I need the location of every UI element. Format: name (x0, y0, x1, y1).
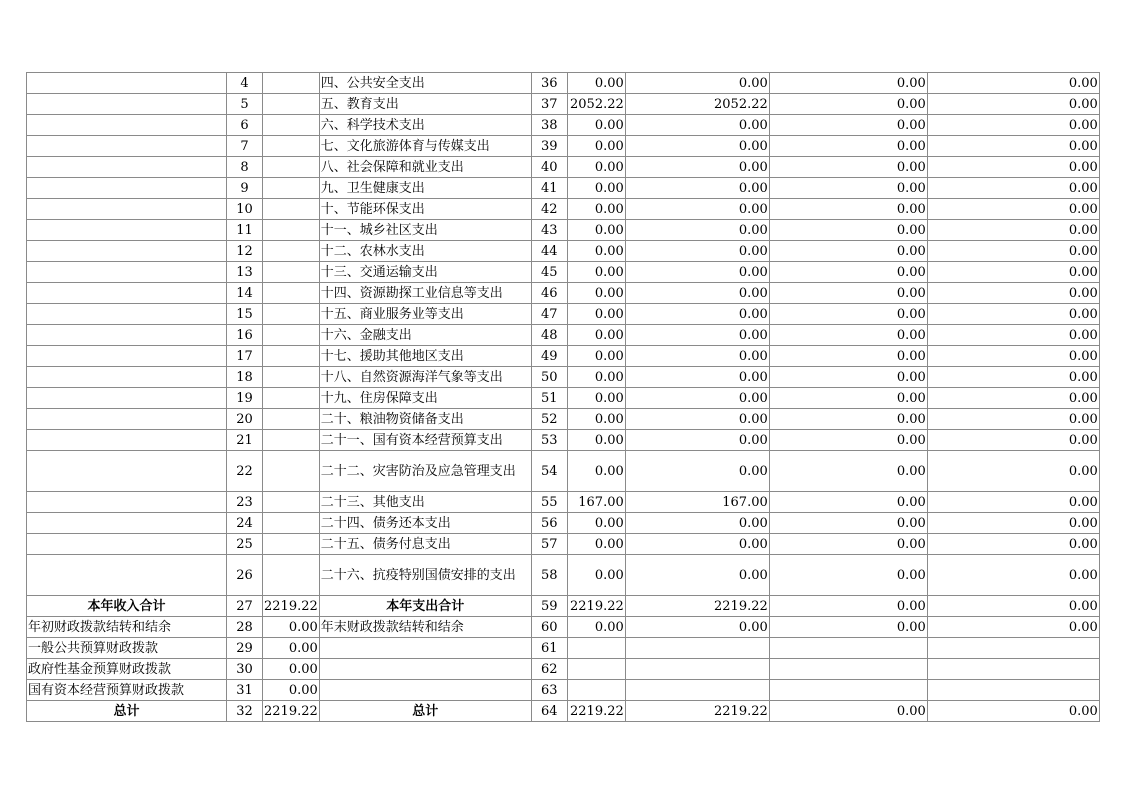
income-amount-cell (263, 262, 320, 283)
expense-total-cell: 0.00 (567, 513, 625, 534)
income-amount-cell (263, 220, 320, 241)
income-amount-cell: 0.00 (263, 638, 320, 659)
table-row (27, 555, 1100, 596)
expense-item-cell (319, 659, 531, 680)
income-line-no-cell: 31 (227, 680, 263, 701)
state-capital-budget-cell: 0.00 (927, 451, 1099, 492)
expense-item-cell (319, 680, 531, 701)
expense-line-no-cell: 37 (531, 94, 567, 115)
income-amount-cell: 0.00 (263, 680, 320, 701)
expense-total-cell (567, 638, 625, 659)
income-line-no-cell: 5 (227, 94, 263, 115)
table-row (27, 409, 1100, 430)
expense-item-cell: 七、文化旅游体育与传媒支出 (319, 136, 531, 157)
income-line-no-cell: 8 (227, 157, 263, 178)
income-amount-cell (263, 115, 320, 136)
income-item-cell: 本年收入合计 (27, 596, 227, 617)
income-line-no-cell: 24 (227, 513, 263, 534)
fund-budget-cell: 0.00 (769, 701, 927, 722)
income-line-no-cell: 30 (227, 659, 263, 680)
fund-budget-cell: 0.00 (769, 346, 927, 367)
state-capital-budget-cell: 0.00 (927, 73, 1099, 94)
table-row (27, 367, 1100, 388)
fund-budget-cell: 0.00 (769, 451, 927, 492)
table-row (27, 492, 1100, 513)
state-capital-budget-cell: 0.00 (927, 178, 1099, 199)
fund-budget-cell: 0.00 (769, 325, 927, 346)
income-item-cell (27, 388, 227, 409)
expense-item-cell (319, 638, 531, 659)
expense-line-no-cell: 39 (531, 136, 567, 157)
income-line-no-cell: 11 (227, 220, 263, 241)
income-item-cell (27, 555, 227, 596)
general-budget-cell: 0.00 (625, 617, 769, 638)
expense-item-cell: 二十二、灾害防治及应急管理支出 (319, 451, 531, 492)
expense-line-no-cell: 42 (531, 199, 567, 220)
expense-total-cell: 0.00 (567, 346, 625, 367)
state-capital-budget-cell: 0.00 (927, 492, 1099, 513)
state-capital-budget-cell: 0.00 (927, 199, 1099, 220)
income-amount-cell (263, 346, 320, 367)
table-row (27, 451, 1100, 492)
expense-item-cell: 十一、城乡社区支出 (319, 220, 531, 241)
table-row (27, 596, 1100, 617)
income-item-cell (27, 136, 227, 157)
general-budget-cell: 0.00 (625, 220, 769, 241)
fund-budget-cell: 0.00 (769, 388, 927, 409)
expense-item-cell: 五、教育支出 (319, 94, 531, 115)
state-capital-budget-cell: 0.00 (927, 596, 1099, 617)
income-amount-cell (263, 94, 320, 115)
expense-line-no-cell: 53 (531, 430, 567, 451)
expense-line-no-cell: 58 (531, 555, 567, 596)
table-row (27, 241, 1100, 262)
general-budget-cell: 0.00 (625, 241, 769, 262)
expense-total-cell: 0.00 (567, 430, 625, 451)
expense-total-cell (567, 680, 625, 701)
expense-line-no-cell: 49 (531, 346, 567, 367)
income-amount-cell (263, 136, 320, 157)
table-body (27, 73, 1100, 722)
state-capital-budget-cell: 0.00 (927, 701, 1099, 722)
expense-total-cell: 2219.22 (567, 701, 625, 722)
fund-budget-cell: 0.00 (769, 94, 927, 115)
state-capital-budget-cell: 0.00 (927, 241, 1099, 262)
state-capital-budget-cell (927, 638, 1099, 659)
state-capital-budget-cell (927, 680, 1099, 701)
table-row (27, 513, 1100, 534)
income-item-cell: 总计 (27, 701, 227, 722)
expense-total-cell: 0.00 (567, 73, 625, 94)
fund-budget-cell: 0.00 (769, 430, 927, 451)
state-capital-budget-cell: 0.00 (927, 555, 1099, 596)
income-line-no-cell: 23 (227, 492, 263, 513)
expense-line-no-cell: 57 (531, 534, 567, 555)
income-line-no-cell: 14 (227, 283, 263, 304)
expense-item-cell: 二十三、其他支出 (319, 492, 531, 513)
expense-total-cell: 0.00 (567, 220, 625, 241)
income-item-cell (27, 199, 227, 220)
state-capital-budget-cell: 0.00 (927, 220, 1099, 241)
table-row (27, 199, 1100, 220)
expense-item-cell: 十五、商业服务业等支出 (319, 304, 531, 325)
state-capital-budget-cell: 0.00 (927, 94, 1099, 115)
fund-budget-cell: 0.00 (769, 492, 927, 513)
expense-item-cell: 二十六、抗疫特别国债安排的支出 (319, 555, 531, 596)
expense-total-cell: 2052.22 (567, 94, 625, 115)
expense-total-cell: 0.00 (567, 157, 625, 178)
fund-budget-cell: 0.00 (769, 262, 927, 283)
budget-table (26, 72, 1100, 722)
table-row (27, 262, 1100, 283)
fund-budget-cell: 0.00 (769, 136, 927, 157)
state-capital-budget-cell: 0.00 (927, 115, 1099, 136)
income-item-cell (27, 325, 227, 346)
expense-line-no-cell: 38 (531, 115, 567, 136)
income-item-cell (27, 241, 227, 262)
income-amount-cell: 0.00 (263, 659, 320, 680)
fund-budget-cell: 0.00 (769, 220, 927, 241)
income-line-no-cell: 17 (227, 346, 263, 367)
income-item-cell (27, 157, 227, 178)
table-row (27, 680, 1100, 701)
income-item-cell (27, 94, 227, 115)
expense-total-cell: 0.00 (567, 325, 625, 346)
income-amount-cell (263, 555, 320, 596)
expense-total-cell: 0.00 (567, 534, 625, 555)
expense-item-cell: 六、科学技术支出 (319, 115, 531, 136)
general-budget-cell: 0.00 (625, 283, 769, 304)
state-capital-budget-cell: 0.00 (927, 513, 1099, 534)
income-amount-cell (263, 199, 320, 220)
expense-total-cell: 2219.22 (567, 596, 625, 617)
general-budget-cell: 2219.22 (625, 701, 769, 722)
table-row (27, 659, 1100, 680)
income-line-no-cell: 26 (227, 555, 263, 596)
expense-total-cell: 0.00 (567, 388, 625, 409)
table-row (27, 534, 1100, 555)
fund-budget-cell: 0.00 (769, 178, 927, 199)
expense-total-cell: 0.00 (567, 283, 625, 304)
expense-line-no-cell: 54 (531, 451, 567, 492)
general-budget-cell: 167.00 (625, 492, 769, 513)
fund-budget-cell: 0.00 (769, 617, 927, 638)
fund-budget-cell: 0.00 (769, 73, 927, 94)
general-budget-cell (625, 680, 769, 701)
general-budget-cell: 0.00 (625, 136, 769, 157)
expense-line-no-cell: 45 (531, 262, 567, 283)
income-item-cell (27, 451, 227, 492)
income-line-no-cell: 9 (227, 178, 263, 199)
expense-total-cell: 0.00 (567, 115, 625, 136)
income-line-no-cell: 20 (227, 409, 263, 430)
income-item-cell (27, 178, 227, 199)
income-amount-cell (263, 304, 320, 325)
income-item-cell (27, 220, 227, 241)
expense-item-cell: 十八、自然资源海洋气象等支出 (319, 367, 531, 388)
table-row (27, 701, 1100, 722)
general-budget-cell: 0.00 (625, 262, 769, 283)
fund-budget-cell: 0.00 (769, 367, 927, 388)
expense-total-cell: 0.00 (567, 304, 625, 325)
general-budget-cell (625, 638, 769, 659)
general-budget-cell: 0.00 (625, 388, 769, 409)
state-capital-budget-cell: 0.00 (927, 367, 1099, 388)
expense-item-cell: 八、社会保障和就业支出 (319, 157, 531, 178)
general-budget-cell: 0.00 (625, 199, 769, 220)
general-budget-cell: 0.00 (625, 157, 769, 178)
income-amount-cell (263, 73, 320, 94)
income-line-no-cell: 29 (227, 638, 263, 659)
income-amount-cell (263, 451, 320, 492)
state-capital-budget-cell: 0.00 (927, 430, 1099, 451)
table-row (27, 346, 1100, 367)
income-item-cell: 政府性基金预算财政拨款 (27, 659, 227, 680)
expense-line-no-cell: 55 (531, 492, 567, 513)
expense-total-cell: 0.00 (567, 451, 625, 492)
income-amount-cell (263, 492, 320, 513)
fund-budget-cell: 0.00 (769, 304, 927, 325)
expense-line-no-cell: 41 (531, 178, 567, 199)
expense-line-no-cell: 52 (531, 409, 567, 430)
expense-line-no-cell: 48 (531, 325, 567, 346)
income-line-no-cell: 19 (227, 388, 263, 409)
income-line-no-cell: 22 (227, 451, 263, 492)
state-capital-budget-cell: 0.00 (927, 283, 1099, 304)
fund-budget-cell (769, 638, 927, 659)
income-amount-cell (263, 409, 320, 430)
fund-budget-cell: 0.00 (769, 534, 927, 555)
table-row (27, 157, 1100, 178)
income-line-no-cell: 16 (227, 325, 263, 346)
expense-item-cell: 总计 (319, 701, 531, 722)
expense-item-cell: 十三、交通运输支出 (319, 262, 531, 283)
income-line-no-cell: 6 (227, 115, 263, 136)
state-capital-budget-cell: 0.00 (927, 534, 1099, 555)
expense-item-cell: 二十四、债务还本支出 (319, 513, 531, 534)
income-line-no-cell: 7 (227, 136, 263, 157)
general-budget-cell: 0.00 (625, 325, 769, 346)
fund-budget-cell: 0.00 (769, 157, 927, 178)
table-row (27, 325, 1100, 346)
general-budget-cell: 0.00 (625, 534, 769, 555)
income-item-cell (27, 492, 227, 513)
general-budget-cell: 0.00 (625, 304, 769, 325)
expense-total-cell: 167.00 (567, 492, 625, 513)
state-capital-budget-cell: 0.00 (927, 617, 1099, 638)
general-budget-cell: 2052.22 (625, 94, 769, 115)
income-amount-cell (263, 157, 320, 178)
income-amount-cell: 2219.22 (263, 596, 320, 617)
general-budget-cell: 0.00 (625, 451, 769, 492)
state-capital-budget-cell: 0.00 (927, 346, 1099, 367)
state-capital-budget-cell: 0.00 (927, 304, 1099, 325)
income-item-cell (27, 304, 227, 325)
table-row (27, 136, 1100, 157)
income-amount-cell (263, 325, 320, 346)
general-budget-cell: 0.00 (625, 555, 769, 596)
income-line-no-cell: 18 (227, 367, 263, 388)
table-row (27, 430, 1100, 451)
income-item-cell (27, 367, 227, 388)
income-amount-cell (263, 534, 320, 555)
income-line-no-cell: 13 (227, 262, 263, 283)
fund-budget-cell: 0.00 (769, 513, 927, 534)
expense-line-no-cell: 44 (531, 241, 567, 262)
table-row (27, 638, 1100, 659)
general-budget-cell: 2219.22 (625, 596, 769, 617)
income-line-no-cell: 21 (227, 430, 263, 451)
expense-line-no-cell: 60 (531, 617, 567, 638)
income-amount-cell (263, 367, 320, 388)
state-capital-budget-cell: 0.00 (927, 325, 1099, 346)
expense-item-cell: 二十、粮油物资储备支出 (319, 409, 531, 430)
income-item-cell (27, 115, 227, 136)
income-line-no-cell: 10 (227, 199, 263, 220)
general-budget-cell: 0.00 (625, 513, 769, 534)
table-row (27, 304, 1100, 325)
table-row (27, 388, 1100, 409)
income-line-no-cell: 15 (227, 304, 263, 325)
expense-line-no-cell: 56 (531, 513, 567, 534)
expense-item-cell: 二十五、债务付息支出 (319, 534, 531, 555)
income-amount-cell: 2219.22 (263, 701, 320, 722)
fund-budget-cell: 0.00 (769, 199, 927, 220)
state-capital-budget-cell (927, 659, 1099, 680)
expense-total-cell: 0.00 (567, 617, 625, 638)
state-capital-budget-cell: 0.00 (927, 157, 1099, 178)
fund-budget-cell: 0.00 (769, 409, 927, 430)
expense-total-cell (567, 659, 625, 680)
expense-line-no-cell: 47 (531, 304, 567, 325)
expense-item-cell: 十七、援助其他地区支出 (319, 346, 531, 367)
expense-line-no-cell: 40 (531, 157, 567, 178)
income-item-cell (27, 73, 227, 94)
expense-total-cell: 0.00 (567, 555, 625, 596)
income-item-cell (27, 534, 227, 555)
expense-line-no-cell: 50 (531, 367, 567, 388)
income-line-no-cell: 12 (227, 241, 263, 262)
expense-total-cell: 0.00 (567, 136, 625, 157)
fund-budget-cell (769, 680, 927, 701)
expense-item-cell: 本年支出合计 (319, 596, 531, 617)
income-amount-cell (263, 283, 320, 304)
expense-total-cell: 0.00 (567, 367, 625, 388)
income-item-cell (27, 409, 227, 430)
income-item-cell: 一般公共预算财政拨款 (27, 638, 227, 659)
income-amount-cell (263, 430, 320, 451)
expense-total-cell: 0.00 (567, 262, 625, 283)
table-row (27, 283, 1100, 304)
expense-item-cell: 四、公共安全支出 (319, 73, 531, 94)
income-line-no-cell: 27 (227, 596, 263, 617)
state-capital-budget-cell: 0.00 (927, 136, 1099, 157)
income-item-cell (27, 430, 227, 451)
expense-item-cell: 十、节能环保支出 (319, 199, 531, 220)
expense-line-no-cell: 46 (531, 283, 567, 304)
expense-item-cell: 二十一、国有资本经营预算支出 (319, 430, 531, 451)
state-capital-budget-cell: 0.00 (927, 409, 1099, 430)
income-amount-cell: 0.00 (263, 617, 320, 638)
table-row (27, 178, 1100, 199)
fund-budget-cell: 0.00 (769, 596, 927, 617)
table-row (27, 115, 1100, 136)
expense-item-cell: 十六、金融支出 (319, 325, 531, 346)
fund-budget-cell: 0.00 (769, 555, 927, 596)
income-line-no-cell: 25 (227, 534, 263, 555)
table-row (27, 220, 1100, 241)
income-item-cell (27, 262, 227, 283)
income-amount-cell (263, 513, 320, 534)
expense-line-no-cell: 63 (531, 680, 567, 701)
income-amount-cell (263, 241, 320, 262)
general-budget-cell: 0.00 (625, 367, 769, 388)
state-capital-budget-cell: 0.00 (927, 262, 1099, 283)
general-budget-cell: 0.00 (625, 178, 769, 199)
general-budget-cell: 0.00 (625, 430, 769, 451)
expense-line-no-cell: 51 (531, 388, 567, 409)
income-item-cell (27, 283, 227, 304)
expense-total-cell: 0.00 (567, 241, 625, 262)
general-budget-cell (625, 659, 769, 680)
expense-total-cell: 0.00 (567, 409, 625, 430)
fund-budget-cell (769, 659, 927, 680)
general-budget-cell: 0.00 (625, 346, 769, 367)
expense-line-no-cell: 43 (531, 220, 567, 241)
expense-line-no-cell: 64 (531, 701, 567, 722)
table-row (27, 94, 1100, 115)
expense-item-cell: 九、卫生健康支出 (319, 178, 531, 199)
income-item-cell (27, 513, 227, 534)
income-amount-cell (263, 178, 320, 199)
expense-item-cell: 十二、农林水支出 (319, 241, 531, 262)
expense-line-no-cell: 61 (531, 638, 567, 659)
expense-total-cell: 0.00 (567, 178, 625, 199)
state-capital-budget-cell: 0.00 (927, 388, 1099, 409)
income-item-cell: 年初财政拨款结转和结余 (27, 617, 227, 638)
expense-line-no-cell: 59 (531, 596, 567, 617)
income-amount-cell (263, 388, 320, 409)
income-item-cell (27, 346, 227, 367)
fund-budget-cell: 0.00 (769, 283, 927, 304)
income-line-no-cell: 28 (227, 617, 263, 638)
income-line-no-cell: 4 (227, 73, 263, 94)
table-row (27, 73, 1100, 94)
table-row (27, 617, 1100, 638)
income-line-no-cell: 32 (227, 701, 263, 722)
expense-line-no-cell: 62 (531, 659, 567, 680)
general-budget-cell: 0.00 (625, 73, 769, 94)
expense-item-cell: 十九、住房保障支出 (319, 388, 531, 409)
expense-item-cell: 年末财政拨款结转和结余 (319, 617, 531, 638)
expense-item-cell: 十四、资源勘探工业信息等支出 (319, 283, 531, 304)
general-budget-cell: 0.00 (625, 115, 769, 136)
fund-budget-cell: 0.00 (769, 241, 927, 262)
expense-total-cell: 0.00 (567, 199, 625, 220)
general-budget-cell: 0.00 (625, 409, 769, 430)
fund-budget-cell: 0.00 (769, 115, 927, 136)
expense-line-no-cell: 36 (531, 73, 567, 94)
income-item-cell: 国有资本经营预算财政拨款 (27, 680, 227, 701)
